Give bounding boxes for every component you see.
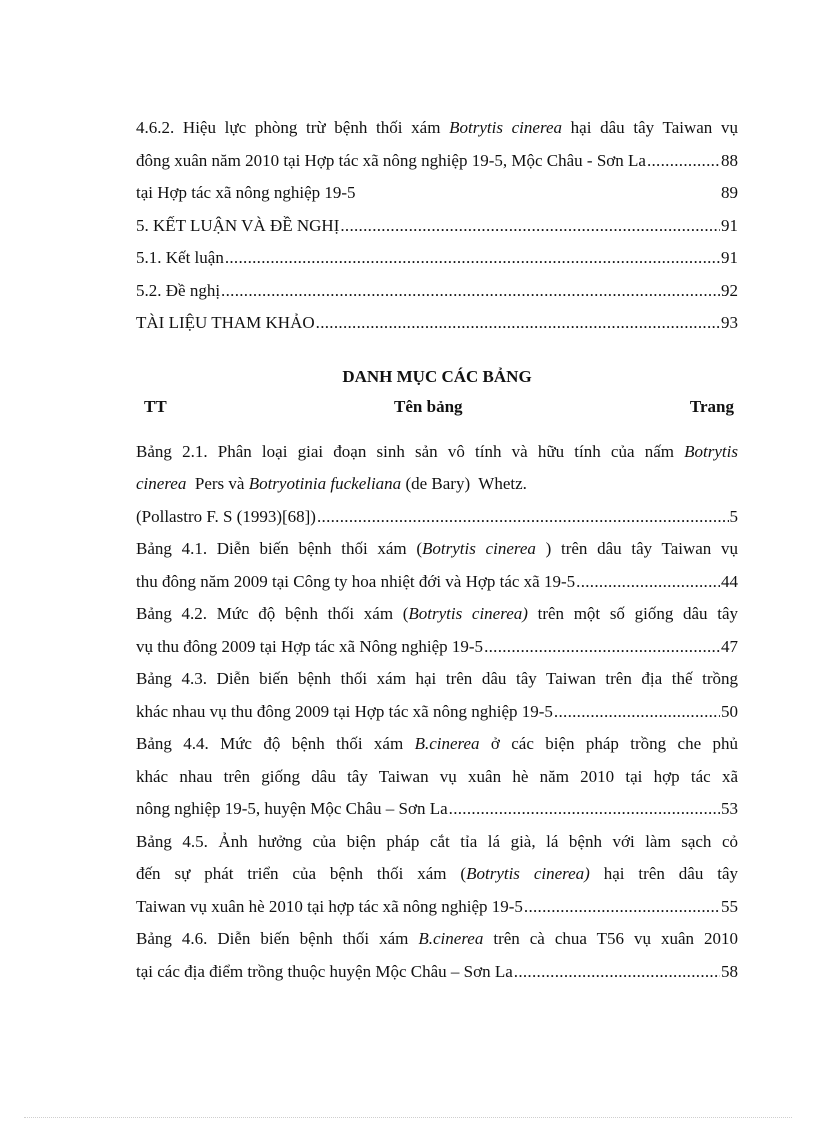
table-entry-4-5-line1[interactable]: Bảng 4.5. Ảnh hưởng của biện pháp cắt tỉa lá già, lá bệnh với làm sạch cỏ [136,831,738,851]
toc-entry-4-6-2-line2[interactable]: đông xuân năm 2010 tại Hợp tác xã nông nghiệp 19-5, Mộc Châu - Sơn La ..... 88 [136,145,738,178]
table-entry-4-4-line1[interactable]: Bảng 4.4. Mức độ bệnh thối xám B.cinerea ở các biện pháp trồng che phủ [136,734,738,753]
page-number: 58 [721,961,738,981]
leader-dots [576,566,720,599]
page-number: 91 [721,215,738,235]
leader-dots [484,631,720,664]
toc-entry-extra[interactable]: tại Hợp tác xã nông nghiệp 19-5 89 [136,177,738,210]
table-entry-4-4-line3[interactable]: nông nghiệp 19-5, huyện Mộc Châu – Sơn La ..... 53 [136,793,738,826]
page-content [136,112,738,988]
page-number: 55 [721,896,738,916]
toc-entry-4-6-2-line1[interactable]: 4.6.2. Hiệu lực phòng trừ bệnh thối xám Botrytis cinerea hại dâu tây Taiwan vụ [136,118,738,137]
toc-entry-5-1[interactable]: 5.1. Kết luận ..... 91 [136,242,738,275]
leader-dots [225,242,720,275]
table-entry-4-1-line2[interactable]: thu đông năm 2009 tại Công ty hoa nhiệt đới và Hợp tác xã 19-5 ..... 44 [136,566,738,599]
page-number: 44 [721,571,738,591]
table-entry-4-4-line2: khác nhau trên giống dâu tây Taiwan vụ xuân hè năm 2010 tại hợp tác xã [136,766,738,786]
page-number: 5 [729,506,738,526]
table-entry-4-6-line2[interactable]: tại các địa điểm trồng thuộc huyện Mộc Châu – Sơn La ..... 58 [136,956,738,989]
leader-dots [340,210,720,243]
table-entry-4-5-line2: đến sự phát triển của bệnh thối xám (Botrytis cinerea) hại trên dâu tây [136,864,738,883]
table-entry-4-3-line2[interactable]: khác nhau vụ thu đông 2009 tại Hợp tác xã nông nghiệp 19-5 ..... 50 [136,696,738,729]
page-bottom-divider [24,1117,792,1118]
table-entry-4-2-line1[interactable]: Bảng 4.2. Mức độ bệnh thối xám (Botrytis cinerea) trên một số giống dâu tây [136,604,738,623]
toc-entry-5-2[interactable]: 5.2. Đề nghị ..... 92 [136,275,738,308]
leader-dots [524,891,720,924]
leader-dots [514,956,720,989]
page-number: 88 [721,150,738,170]
leader-dots [647,145,720,178]
col-page: Trang [689,396,734,416]
leader-dots [554,696,720,729]
col-table-name: Tên bảng [394,396,463,416]
leader-dots [449,793,720,826]
list-of-tables-heading: DANH MỤC CÁC BẢNG [342,366,532,386]
page-number: 93 [721,313,738,332]
leader-dots [317,501,729,534]
col-tt: TT [144,396,167,416]
page-number: 92 [721,280,738,300]
table-entry-2-1-line1[interactable]: Bảng 2.1. Phân loại giai đoạn sinh sản vô tính và hữu tính của nấm Botrytis [136,441,738,461]
table-entry-4-6-line1[interactable]: Bảng 4.6. Diễn biến bệnh thối xám B.cinerea trên cà chua T56 vụ xuân 2010 [136,929,738,948]
toc-entry-5[interactable]: 5. KẾT LUẬN VÀ ĐỀ NGHỊ ..... 91 [136,210,738,243]
table-entry-4-2-line2[interactable]: vụ thu đông 2009 tại Hợp tác xã Nông nghiệp 19-5 ..... 47 [136,631,738,664]
page-number: 47 [721,636,738,656]
table-entry-4-5-line3[interactable]: Taiwan vụ xuân hè 2010 tại hợp tác xã nông nghiệp 19-5 ..... 55 [136,891,738,924]
page-number: 50 [721,701,738,721]
table-entry-2-1-line2: cinerea Pers và Botryotinia fuckeliana (de Bary) Whetz. [136,474,527,493]
table-entry-4-1-line1[interactable]: Bảng 4.1. Diễn biến bệnh thối xám (Botrytis cinerea ) trên dâu tây Taiwan vụ [136,539,738,558]
table-column-headers [136,392,738,422]
page-number: 89 [721,183,738,202]
table-entry-4-3-line1[interactable]: Bảng 4.3. Diễn biến bệnh thối xám hại trên dâu tây Taiwan trên địa thế trồng [136,669,738,688]
leader-dots [221,275,720,308]
page-number: 91 [721,248,738,267]
page-number: 53 [721,799,738,818]
table-entry-2-1-line3[interactable]: (Pollastro F. S (1993)[68]) ..... 5 [136,501,738,534]
leader-dots [316,307,720,340]
toc-entry-references[interactable]: TÀI LIỆU THAM KHẢO ..... 93 [136,307,738,340]
